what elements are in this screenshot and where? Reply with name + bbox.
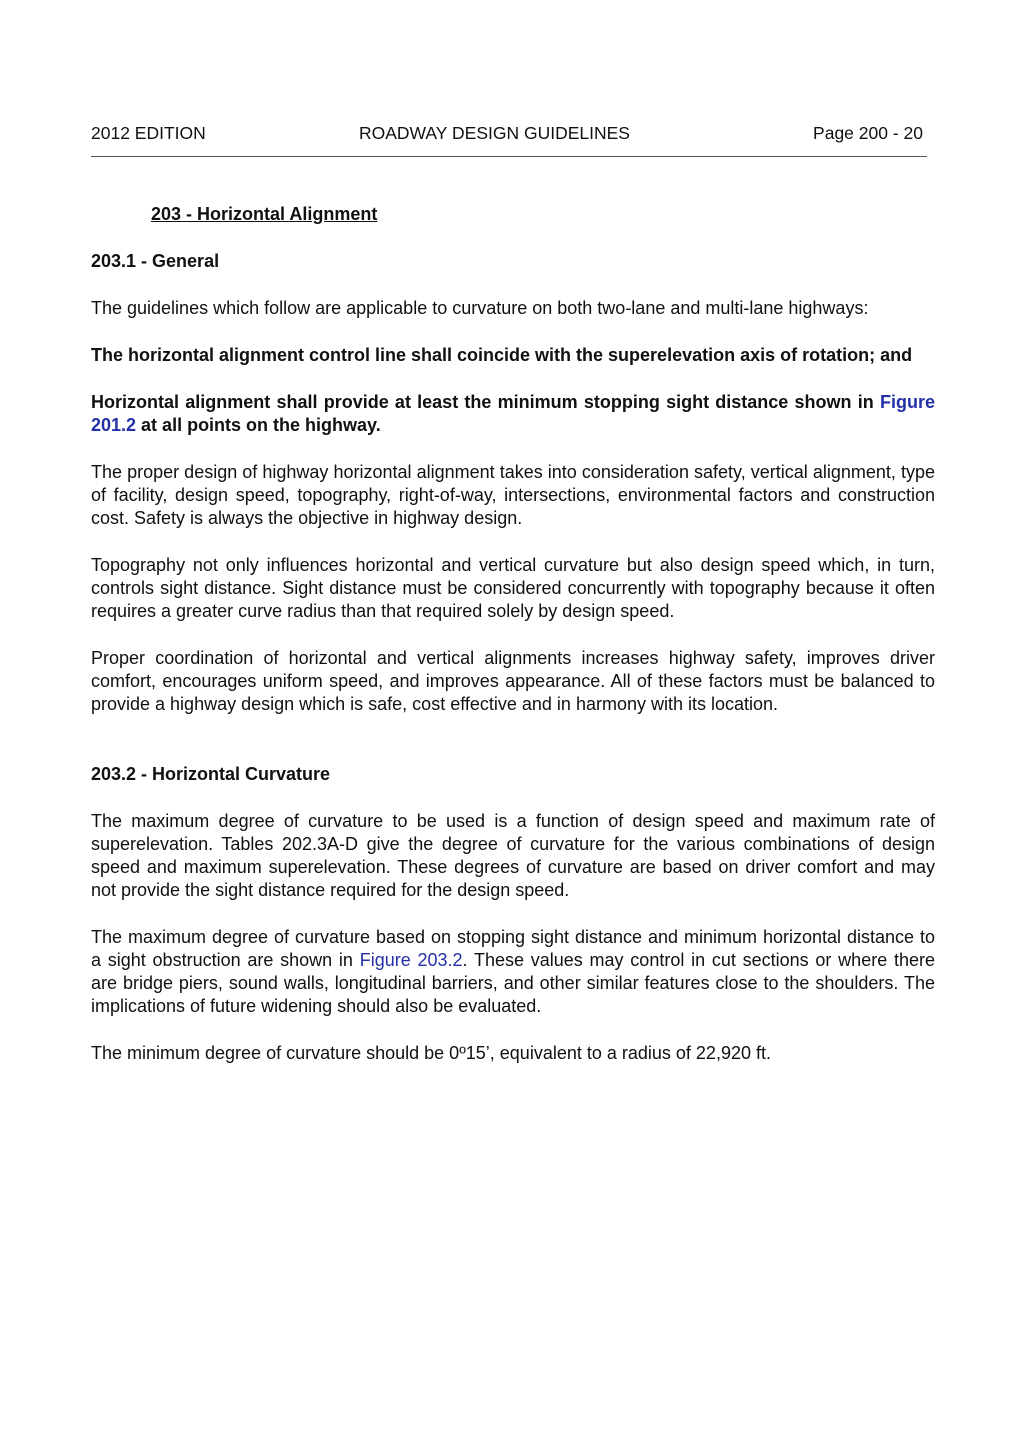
- figure-203-2-link[interactable]: Figure 203.2: [359, 950, 463, 970]
- curvature-paragraph-1: The maximum degree of curvature to be used is a function of design speed and maximum rate of superelevation. Tables 202.3A-D give the degree of curvature for the various combinations of design speed and maximum superelevation. These degrees of curvature are based on driver comfort and may not provide the sight distance required for the design speed.: [91, 811, 935, 900]
- general-paragraph-3: Proper coordination of horizontal and vertical alignments increases highway safety, improves driver comfort, encourages uniform speed, and improves appearance. All of these factors must be balanced to provide a highway design which is safe, cost effective and in harmony with its location.: [91, 648, 935, 714]
- curvature-heading: 203.2 - Horizontal Curvature: [91, 764, 331, 784]
- page-number: Page 200 - 20: [813, 123, 923, 143]
- general-heading: 203.1 - General: [91, 251, 220, 271]
- rule-text-before: Horizontal alignment shall provide at least the minimum stopping sight distance shown in: [91, 392, 880, 412]
- document-page: [91, 120, 935, 1065]
- rule-control-line: The horizontal alignment control line shall coincide with the superelevation axis of rotation; and: [91, 345, 913, 365]
- page-header: [91, 120, 935, 146]
- document-body: [91, 203, 935, 1065]
- curvature-text-before: The maximum degree of curvature based on stopping sight distance and minimum horizontal distance to a sight obstruction are shown in: [91, 927, 935, 970]
- rule-sight-distance: [91, 391, 935, 437]
- header-rule: [91, 156, 927, 157]
- general-paragraph-2: Topography not only influences horizontal and vertical curvature but also design speed which, in turn, controls sight distance. Sight distance must be considered concurrently with topography because it often requires a greater curve radius than that required solely by design speed.: [91, 555, 935, 621]
- edition-label: 2012 EDITION: [91, 123, 206, 143]
- document-title: ROADWAY DESIGN GUIDELINES: [359, 123, 630, 143]
- figure-201-2-link[interactable]: Figure 201.2: [91, 392, 935, 435]
- curvature-text-after: . These values may control in cut sections or where there are bridge piers, sound walls, longitudinal barriers, and other similar features close to the shoulders. The implications of future widening should also be evaluated.: [91, 950, 935, 1016]
- general-paragraph-1: The proper design of highway horizontal alignment takes into consideration safety, vertical alignment, type of facility, design speed, topography, right-of-way, intersections, environmental factors and construction cost. Safety is always the objective in highway design.: [91, 462, 935, 528]
- section-title: 203 - Horizontal Alignment: [151, 204, 378, 224]
- rule-text-after: at all points on the highway.: [136, 415, 381, 435]
- curvature-paragraph-3: The minimum degree of curvature should be 0º15’, equivalent to a radius of 22,920 ft.: [91, 1043, 771, 1063]
- general-intro: The guidelines which follow are applicable to curvature on both two-lane and multi-lane highways:: [91, 298, 869, 318]
- curvature-paragraph-2: [91, 926, 935, 1018]
